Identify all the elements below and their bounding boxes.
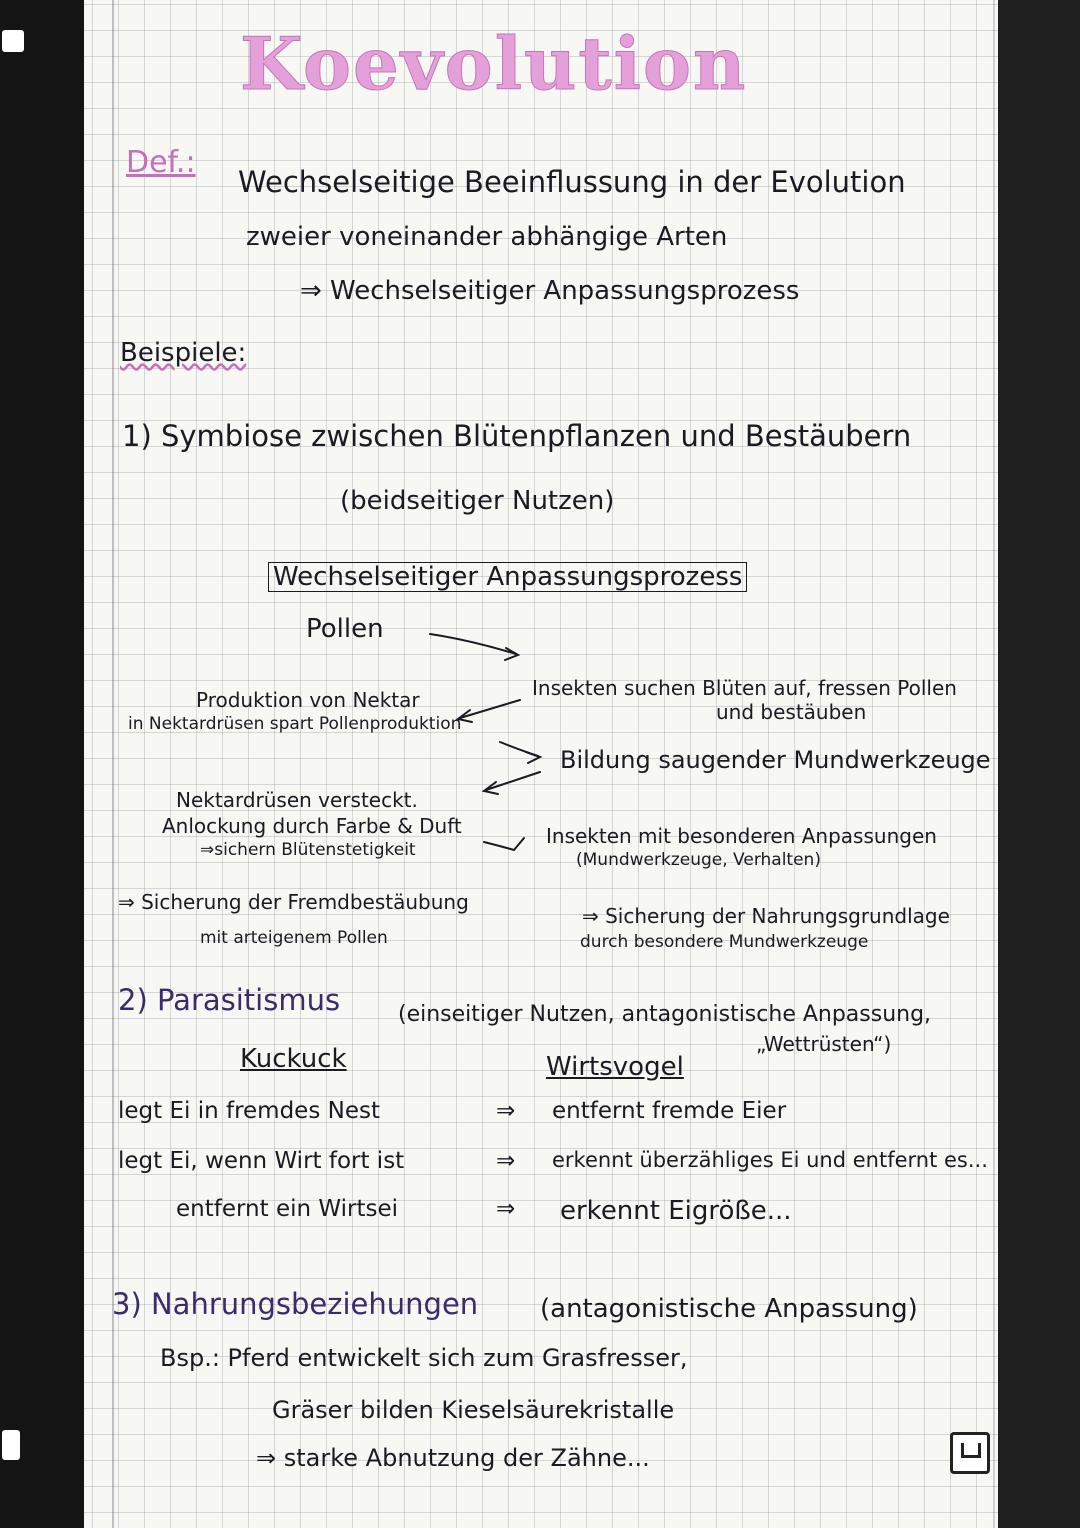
cuckoo-row-3: entfernt ein Wirtsei bbox=[176, 1196, 399, 1222]
hidden-nectar-line-3: ⇒sichern Blütenstetigkeit bbox=[200, 840, 416, 860]
cuckoo-row-1: legt Ei in fremdes Nest bbox=[118, 1098, 380, 1124]
insects-special-line-1: Insekten mit besonderen Anpassungen bbox=[546, 824, 937, 848]
example-2-heading: 2) Parasitismus bbox=[118, 983, 341, 1017]
arrow-row-1: ⇒ bbox=[496, 1098, 516, 1124]
arrow-pollen-to-insects bbox=[430, 634, 516, 654]
insects-special-line-2: (Mundwerkzeuge, Verhalten) bbox=[576, 850, 821, 870]
definition-line-1: Wechselseitige Beeinflussung in der Evolution bbox=[238, 165, 906, 199]
example-3-line-1: Bsp.: Pferd entwickelt sich zum Grasfresser, bbox=[160, 1344, 688, 1372]
hidden-nectar-line-1: Nektardrüsen versteckt. bbox=[176, 788, 418, 812]
examples-label: Beispiele: bbox=[120, 338, 247, 368]
example-3-heading: 3) Nahrungsbeziehungen bbox=[112, 1287, 479, 1321]
definition-line-2: zweier voneinander abhängige Arten bbox=[246, 222, 728, 252]
page-title: Koevolution bbox=[240, 21, 748, 106]
example-3-line-3: ⇒ starke Abnutzung der Zähne... bbox=[256, 1444, 650, 1472]
cuckoo-row-2: legt Ei, wenn Wirt fort ist bbox=[118, 1148, 405, 1174]
nectar-line-1: Produktion von Nektar bbox=[196, 688, 420, 712]
arrow-insects-to-nectar bbox=[460, 700, 520, 718]
secure-food-line-2: durch besondere Mundwerkzeuge bbox=[580, 932, 869, 952]
arrow-row-2: ⇒ bbox=[496, 1148, 516, 1174]
example-1-heading: 1) Symbiose zwischen Blütenpflanzen und Bestäubern bbox=[122, 419, 912, 453]
insects-visit-line-1: Insekten suchen Blüten auf, fressen Pollen bbox=[532, 676, 957, 700]
nectar-line-2: in Nektardrüsen spart Pollenproduktion bbox=[128, 714, 462, 734]
arrow-head bbox=[526, 752, 540, 763]
host-row-3: erkennt Eigröße... bbox=[560, 1196, 792, 1226]
host-row-2: erkennt überzähliges Ei und entfernt es... bbox=[552, 1148, 988, 1172]
example-3-note: (antagonistische Anpassung) bbox=[540, 1294, 918, 1324]
arrow-row-3: ⇒ bbox=[496, 1196, 516, 1222]
insects-visit-line-2: und bestäuben bbox=[716, 700, 867, 724]
secure-pollination-line-1: ⇒ Sicherung der Fremdbestäubung bbox=[118, 890, 469, 914]
host-row-1: entfernt fremde Eier bbox=[552, 1098, 787, 1124]
hidden-nectar-line-2: Anlockung durch Farbe & Duft bbox=[162, 814, 462, 838]
pollen-label: Pollen bbox=[306, 614, 384, 644]
definition-label: Def.: bbox=[126, 145, 196, 180]
definition-line-3: ⇒ Wechselseitiger Anpassungsprozess bbox=[300, 276, 800, 306]
example-1-sub: (beidseitiger Nutzen) bbox=[340, 486, 615, 516]
secure-food-line-1: ⇒ Sicherung der Nahrungsgrundlage bbox=[582, 904, 950, 928]
example-2-note-2: „Wettrüsten“) bbox=[756, 1032, 892, 1056]
arrow-head bbox=[505, 648, 518, 660]
secure-pollination-line-2: mit arteigenem Pollen bbox=[200, 928, 388, 948]
host-bird-column-title: Wirtsvogel bbox=[546, 1052, 684, 1082]
cuckoo-column-title: Kuckuck bbox=[240, 1044, 347, 1074]
arrow-mouthparts-to-hidden bbox=[486, 772, 540, 790]
app-logo-icon bbox=[950, 1432, 990, 1474]
process-box-label: Wechselseitiger Anpassungsprozess bbox=[268, 562, 747, 592]
arrow-hidden-to-insects bbox=[484, 838, 524, 850]
example-3-line-2: Gräser bilden Kieselsäurekristalle bbox=[272, 1396, 675, 1424]
example-2-note-1: (einseitiger Nutzen, antagonistische Anpassung, bbox=[398, 1002, 932, 1027]
mouthparts-line: Bildung saugender Mundwerkzeuge bbox=[560, 746, 991, 774]
